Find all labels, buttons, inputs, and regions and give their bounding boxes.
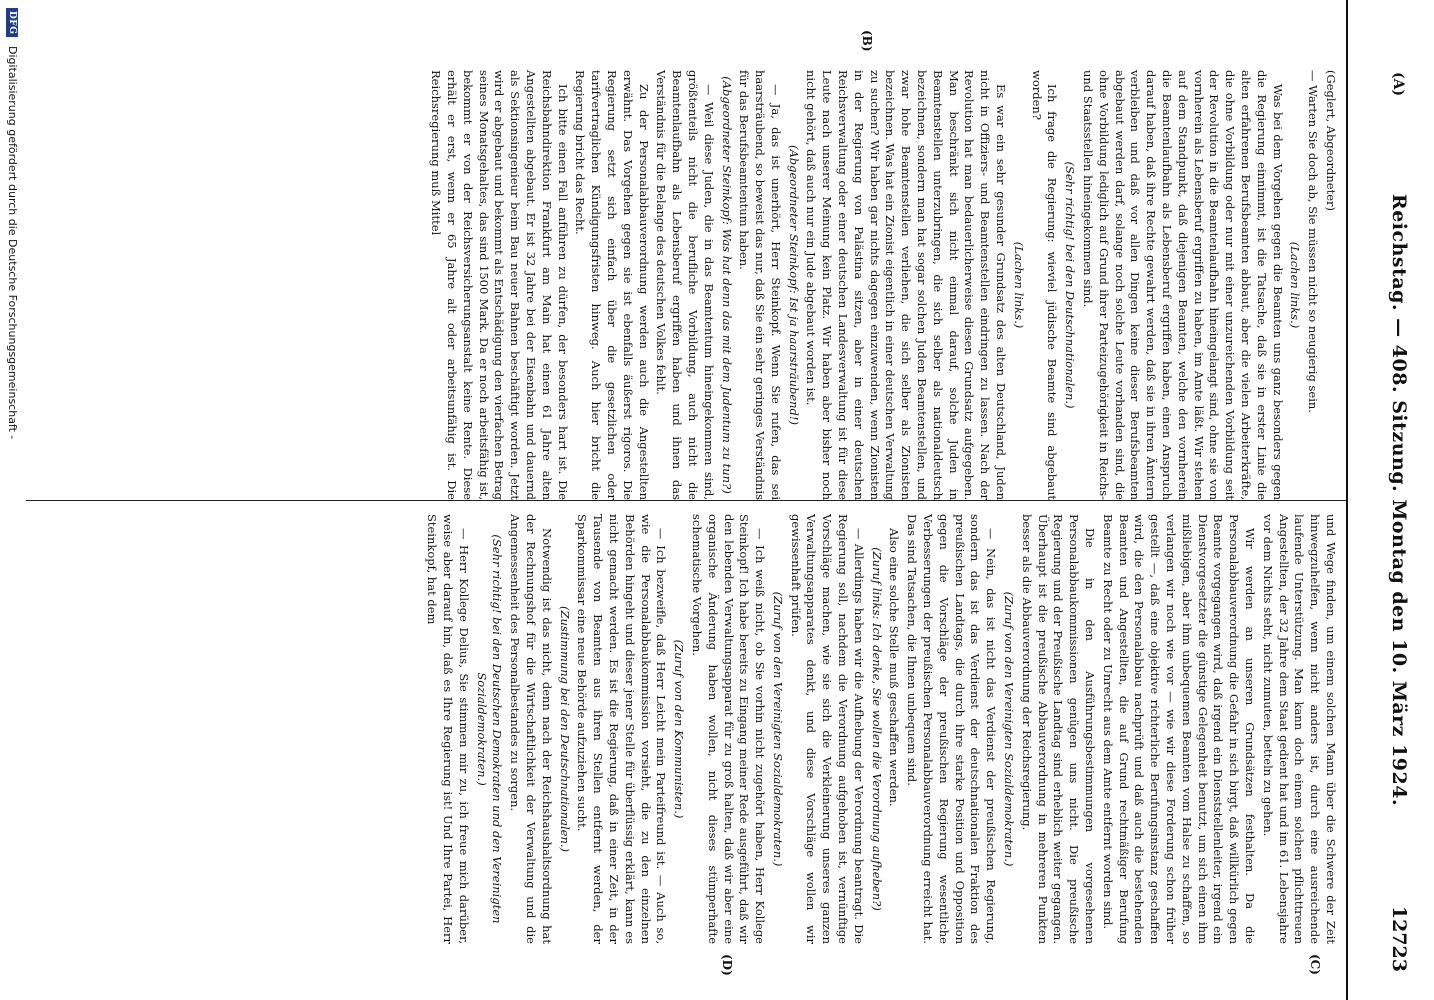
paragraph: (Geglert, Abgeordneter) <box>1324 70 1338 211</box>
paragraph: — Ja, das ist unerhört, Herr Steinkopf. Wenn Sie rufen, das sei haarsträubend, so beweist das nur, daß Sie ein sehr geringes Verständnis für das Berufsbeamtentum haben. <box>737 70 783 500</box>
interjection: (Zustimmung bei den Deutschnationalen.) <box>557 605 572 853</box>
paragraph: — Herr Kollege Delius, Sie stimmen mir zu, ich freue mich darüber, weise aber darauf hin, daß es Ihre Regierung ist! Und Ihre Partei, Herr Steinkopf, hat dem <box>425 514 471 944</box>
paragraph: Notwendig ist das nicht, denn nach der Reichshaushaltsordnung hat der Rechnungshof für die Wirtschaftlichkeit der Verwaltung und die Angemessenheit des Personalbestandes zu sorgen. <box>508 514 554 944</box>
interjection: (Zuruf von den Vereinigten Sozialdemokraten.) <box>1002 591 1017 867</box>
paragraph: — Allerdings haben wir die Aufhebung der Verordnung beantragt. Die Regierung soll, nachdem die Verordnung aufgehoben ist, vernünftige Vorschläge machen, wie sie sich die Verkleinerung unseres ganzen Verwaltungsapparates denkt, und diese Vorschläge wollen wir gewissenhaft prüfen. <box>788 514 866 944</box>
interjection: (Lachen links.) <box>1288 241 1303 329</box>
paragraph: Ich frage die Regierung: wieviel jüdische Beamte sind abgebaut worden? <box>1029 70 1060 500</box>
margin-marker-c: (C) <box>1308 954 1322 975</box>
paragraph: — Warten Sie doch ab, Sie müssen nicht so neugierig sein. <box>1306 70 1321 413</box>
interjection: (Abgeordneter Steinkopf: Was hat denn das mit dem Judentum zu tun?) <box>719 76 734 494</box>
dfg-logo: DFG <box>6 8 18 37</box>
text-column-right <box>38 514 1338 944</box>
paragraph: — Ich weiß nicht, ob Sie vorhin nicht zugehört haben, Herr Kollege Steinkopf! Ich habe bereits zu Eingang meiner Rede ausgeführt, daß wir den lebenden Verwaltungsapparat für zu groß halten, daß wir aber eine organische Änderung haben wollen, nicht dieses stümperhafte schematische Vorgehen. <box>689 514 768 944</box>
page-number: 12723 <box>1388 905 1410 972</box>
paragraph: Es war ein sehr gesunder Grundsatz des alten Deutschland, Juden nicht in Offiziers- und Beamtenstellen eindringen zu lassen. Nach der Revolution hat man bedauerlicherweise diesen Grundsatz aufgegeben. Man beschränkt sich nicht einmal darauf, solche Juden in Beamtenstellen unterzubringen, die sich selber als nationaldeutsch bezeichnen, sondern man hat sogar solchen Juden Beamtenstellen, und zwar hohe Beamtenstellen verliehen, die sich selber als Zionisten bezeichnen. Was hat ein Zionist eigentlich in einer deutschen Verwaltung zu suchen? Wir haben gar nichts dagegen einzuwenden, wenn Zionisten in der Regierung von Palästina sitzen, aber in einer deutschen Reichsverwaltung oder einer deutschen Landesverwaltung ist für diese Leute nach unserer Meinung kein Platz. Wir haben aber bisher noch nicht gehört, daß auch nur ein Jude abgebaut worden ist. <box>804 70 1009 500</box>
paragraph: — Weil diese Juden, die in das Beamtentum hineingekommen sind, größtenteils nicht die berufliche Vorbildung, auch nicht die Beamtenlaufbahn als Lebensberuf ergriffen haben und ihnen das Verständnis für die Belange des deutschen Volkes fehlt. <box>654 70 716 500</box>
paragraph: Also eine solche Stelle muß geschaffen werden. <box>887 528 902 807</box>
paragraph: — Nein, das ist nicht das Verdienst der preußischen Regierung, sondern das ist das Verdienst der deutschnationalen Fraktion des preußischen Landtags, die durch ihre starke Position und Opposition gegen die Vorschläge der preußischen Regierung wesentliche Verbesserungen der preußischen Personalabbauverordnung erreicht hat. Das sind Tatsachen, die Ihnen unbequem sind. <box>905 514 999 944</box>
interjection: (Sehr richtig! bei den Deutschnationalen.) <box>1063 161 1078 409</box>
interjection: (Abgeordneter Steinkopf: Ist ja haarsträubend!) <box>786 144 801 426</box>
page-title: Reichstag. — 408. Sitzung. Montag den 10. März 1924. <box>1388 193 1410 807</box>
digitization-credit: Digitalisierung gefördert durch die Deutsche Forschungsgemeinschaft - <box>6 46 19 440</box>
paragraph: Ich bitte einen Fall anführen zu dürfen, der besonders hart ist. Die Reichsbahndirektion Frankfurt am Main hat einen 61 Jahre alten Angestellten abgebaut. Er ist 32 Jahre bei der Eisenbahn und dauernd als Sektionsingenieur beim Bau neuer Bahnen beschäftigt worden. Jetzt wird er abgebaut und bekommt als Entschädigung den vierfachen Betrag seines Monatsgehaltes, das sind 1500 Mark. Da er noch arbeitsfähig ist, bekommt er von der Reichsversicherungsanstalt keine Rente. Diese erhält er erst, wenn er 65 Jahre alt oder arbeitsunfähig ist. Die Reichsregierung muß Mittel <box>429 70 570 500</box>
paragraph: — Ich bezweifle, daß Herr Leicht mein Parteifreund ist. — Auch so, wie die Personalabbaukommission vorsieht, die zu den einzelnen Behörden hingeht und dieser jener Stelle für überflüssig erklärt, kann es nicht gemacht werden. Es ist die Regierung, daß in einer Zeit, in der Tausende von Beamten aus ihren Stellen entfernt werden, der Sparkommissar eine neue Behörde aufzuziehen sucht. <box>575 514 669 944</box>
header-marker: (A) <box>1390 72 1406 97</box>
interjection: (Zuruf von den Vereinigten Sozialdemokraten.) <box>770 591 785 867</box>
paragraph: und Wege finden, um einem solchen Mann über die Schwere der Zeit hinwegzuhelfen, wenn nicht anders ist, durch eine ausreichende laufende Unterstützung. Man kann doch einem solchen pflichttreuen Angestellten, der 32 Jahre dem Staat gedient hat und im 61. Lebensjahre vor dem Nichts steht, nicht zumuten, betteln zu gehen. <box>1260 514 1338 944</box>
interjection: (Sehr richtig! bei den Deutschen Demokraten und den Vereinigten Sozialdemokraten.) <box>474 534 505 924</box>
column-divider <box>26 500 1346 501</box>
margin-marker-b: (B) <box>860 30 874 52</box>
paragraph: Zu der Personalabbauverordnung werden auch die Angestellten erwähnt. Das Vorgehen gegen sie ist ebenfalls äußerst rigoros. Die Regierung setzt sich einfach über die gesetzlichen oder tarifvertraglichen Kündigungsfristen hinweg. Auch hier bricht die Regierung bricht das Recht. <box>573 70 651 500</box>
paragraph: Wir werden an unseren Grundsätzen festhalten. Da die Personalabbauverordnung die Gefahr in sich birgt, daß willkürlich gegen Beamte vorgegangen wird, daß irgend ein Dienststellenleiter, irgend ein Dienstvorgesetzter die günstige Gelegenheit benutzt, um sich einen ihm mißliebigen, aber ihm unbequemen Beamten vom Halse zu schaffen, so verlangen wir noch wie vor — wie wir diese Forderung schon früher gestellt —, daß eine objektive richterliche Berufungsinstanz geschaffen wird, die den Personalabbau nachprüft und daß auch die bestehenden Beamten und Angestellten, die auf Grund rechtmäßiger Berufung Beamte zu Recht oder zu Unrecht aus dem Amte entfernt worden sind. <box>1100 514 1258 944</box>
page-footer <box>0 0 40 1000</box>
page-header <box>1346 0 1434 1000</box>
paragraph: Was bei dem Vorgehen gegen die Beamten uns ganz besonders gegen die Regierung einnimmt, ist die Tatsache, daß sie in erster Linie die alten erfahrenen Berufsbeamten abbaut, aber die vielen Arbeiterkräfte, die ohne Vorbildung oder nur mit einer unzureichenden Vorbildung seit der Revolution in die Beamtenlaufbahn hineingelangt sind, ohne sie von vornherein als Lebensberuf ergriffen zu haben, im Amte läßt. Wir stehen auf dem Standpunkt, daß diejenigen Beamten, welche den vornherein die Beamtenlaufbahn als Lebensberuf ergriffen haben, einen Anspruch darauf haben, daß ihre Rechte gewahrt werden, daß sie in ihren Ämtern verbleiben und daß vor allen Dingen keine dieser Berufsbeamten abgebaut werden darf, solange noch solche Leute vorhanden sind, die ohne Vorbildung lediglich auf Grund ihrer Parteizugehörigkeit in Reichs- und Staatsstellen hineingekommen sind. <box>1081 70 1285 500</box>
interjection: (Lachen links.) <box>1011 241 1026 329</box>
interjection: (Zuruf links: Ich denke, Sie wollen die Verordnung aufheben?) <box>869 547 884 911</box>
paragraph: Die in den Ausführungsbestimmungen vorgesehenen Personalabbaukommissionen genügen uns nicht. Die preußische Regierung und der Preußische Landtag sind erheblich weiter gegangen. Überhaupt ist die preußische Abbauverordnung in mehreren Punkten besser als die Abbauverordnung der Reichsregierung. <box>1019 514 1098 944</box>
text-column-left <box>38 70 1338 500</box>
margin-marker-d: (D) <box>720 954 734 976</box>
interjection: (Zuruf von den Kommunisten.) <box>672 639 687 819</box>
